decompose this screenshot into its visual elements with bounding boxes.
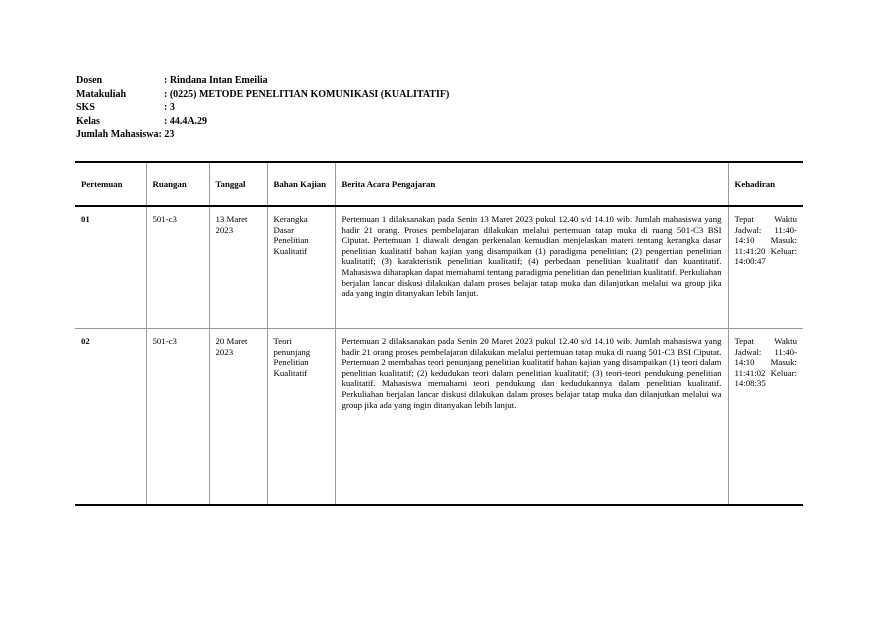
matkul-value: : (0225) METODE PENELITIAN KOMUNIKASI (KUALITATIF) — [164, 88, 450, 100]
jumlah-label: Jumlah Mahasiswa — [76, 129, 159, 140]
matkul-label: Matakuliah — [76, 88, 127, 100]
sks-value: : 3 — [164, 102, 175, 113]
kelas-label: Kelas — [76, 115, 100, 127]
cell-bahan-kajian: Teori penunjang Penelitian Kualitatif — [267, 329, 335, 506]
info-row-sks — [76, 101, 449, 115]
dosen-value: : Rindana Intan Emeilia — [164, 75, 268, 86]
attendance-report-table — [75, 161, 803, 506]
course-info — [76, 74, 449, 142]
info-row-kelas — [76, 115, 449, 129]
col-header-berita-acara: Berita Acara Pengajaran — [335, 162, 728, 206]
sks-label: SKS — [76, 102, 95, 113]
table-header-row — [75, 162, 803, 206]
cell-ruangan: 501-c3 — [146, 206, 209, 329]
cell-pertemuan: 01 — [75, 206, 146, 329]
cell-bahan-kajian: Kerangka Dasar Penelitian Kualitatif — [267, 206, 335, 329]
table-row — [75, 329, 803, 506]
col-header-tanggal: Tanggal — [209, 162, 267, 206]
cell-berita-acara: Pertemuan 1 dilaksanakan pada Senin 13 Maret 2023 pukul 12.40 s/d 14.10 wib. Jumlah mahasiswa yang hadir 21 orang. Proses pembelajaran dilakukan melalui pertemuan tatap muka di ruang 501-C3 BSI Ciputat. Pertemuan 1 diawali dengan perkenalan kemudian menjelaskan materi tentang kerangka dasar penelitian kualitatif bahan kajian yang disampaikan (1) paradigma penelitian; (2) pengertian penelitian kualitatif; (3) karakteristik penelitian kualitatif; (4) perbedaan penelitian kualitatif dan kuantitatif. Mahasiswa diharapkan dapat memahami tentang paradigma penelitian dan penelitian kualitatif. Perkuliahan berjalan lancar diskusi dilakukan dalam proses belajar tatap muka dan dilanjutkan melalui wa group jika ada yang ingin ditanyakan lebih lanjut. — [335, 206, 728, 329]
cell-berita-acara: Pertemuan 2 dilaksanakan pada Senin 20 Maret 2023 pukul 12.40 s/d 14.10 wib. Jumlah mahasiswa yang hadir 21 orang proses pembelajaran dilakukan melalui pertemuan tatap muka di ruang 501-C3 BSI Ciputat. Pertemuan 2 membahas teori penunjang penelitian kualitatif bahan kajian yang disampaikan (1) teori dalam penelitian kualitatif; (2) kedudukan teori dalam penelitian kualitatif; (3) teori-teori pendukung penelitian kualitatif. Mahasiswa memahami teori pendukung dan kedudukannya dalam penelitian kualitatif. Perkuliahan berjalan lancar diskusi dilakukan dalam proses belajar tatap muka dan dilanjutkan melalui wa group jika ada yang ingin ditanyakan lebih lanjut. — [335, 329, 728, 506]
col-header-bahan-kajian: Bahan Kajian — [267, 162, 335, 206]
cell-kehadiran: Tepat Waktu Jadwal: 11:40-14:10 Masuk: 11:41:20 Keluar: 14:00:47 — [728, 206, 803, 329]
dosen-label: Dosen — [76, 75, 103, 86]
info-row-dosen — [76, 74, 449, 88]
cell-pertemuan: 02 — [81, 336, 90, 346]
kelas-value: : 44.4A.29 — [164, 115, 208, 127]
col-header-kehadiran: Kehadiran — [728, 162, 803, 206]
cell-kehadiran: Tepat Waktu Jadwal: 11:40-14:10 Masuk: 11:41:02 Keluar: 14:08:35 — [728, 329, 803, 506]
info-row-jumlah — [76, 128, 449, 142]
col-header-pertemuan: Pertemuan — [75, 162, 146, 206]
table-row — [75, 206, 803, 329]
info-row-matkul — [76, 88, 449, 102]
jumlah-value: : 23 — [158, 129, 175, 140]
cell-tanggal: 13 Maret 2023 — [209, 206, 267, 329]
cell-ruangan: 501-c3 — [146, 329, 209, 506]
cell-tanggal: 20 Maret 2023 — [209, 329, 267, 506]
col-header-ruangan: Ruangan — [146, 162, 209, 206]
